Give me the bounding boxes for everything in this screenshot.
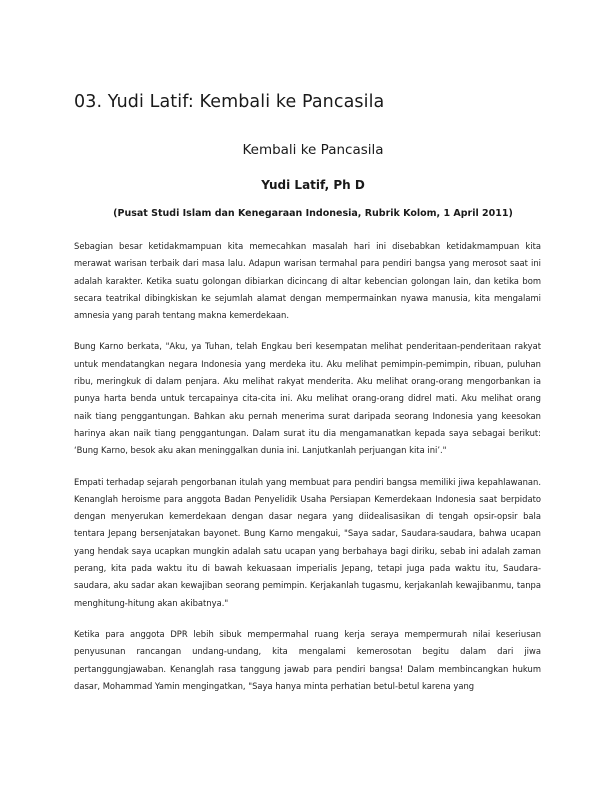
chapter-title: 03. Yudi Latif: Kembali ke Pancasila	[74, 92, 385, 112]
article-subtitle: Kembali ke Pancasila	[242, 142, 384, 158]
paragraph: Bung Karno berkata, "Aku, ya Tuhan, telah Engkau beri kesempatan melihat penderitaan-penderitaan rakyat untuk mendatangkan negara Indonesia yang merdeka itu. Aku melihat pemimpin-pemimpin, ribuan, puluhan ribu, meringkuk di dalam penjara. Aku melihat rakyat menderita. Aku melihat orang-orang mengorbankan ia punya harta benda untuk tercapainya cita-cita ini. Aku melihat orang-orang didrel mati. Aku melihat orang naik tiang penggantungan. Bahkan aku pernah menerima surat daripada seorang Indonesia yang keesokan harinya akan naik tiang penggantungan. Dalam surat itu dia mengamanatkan kepada saya sebagai berikut: ‘Bung Karno, besok aku akan meninggalkan dunia ini. Lanjutkanlah perjuangan kita ini’."	[74, 341, 541, 456]
paragraph: Ketika para anggota DPR lebih sibuk mempermahal ruang kerja seraya mempermurah nilai keseriusan penyusunan rancangan undang-undang, kita mengalami kemerosotan begitu dalam dari jiwa pertanggungjawaban. Kenanglah rasa tanggung jawab para pendiri bangsa! Dalam membincangkan hukum dasar, Mohammad Yamin mengingatkan, "Saya hanya minta perhatian betul-betul karena yang	[74, 628, 541, 691]
source-citation: (Pusat Studi Islam dan Kenegaraan Indonesia, Rubrik Kolom, 1 April 2011)	[113, 208, 513, 219]
paragraph: Sebagian besar ketidakmampuan kita memecahkan masalah hari ini disebabkan ketidakmampuan kita merawat warisan terbaik dari masa lalu. Adapun warisan termahal para pendiri bangsa yang merosot saat ini adalah karakter. Ketika suatu golongan dibiarkan dicincang di altar kebencian golongan lain, dan ketika bom secara teatrikal dibingkiskan ke sejumlah alamat dengan mempermainkan nyawa manusia, kita mengalami amnesia yang parah tentang makna kemerdekaan.	[74, 241, 541, 321]
author-name: Yudi Latif, Ph D	[261, 178, 365, 192]
paragraph: Empati terhadap sejarah pengorbanan itulah yang membuat para pendiri bangsa memiliki jiwa kepahlawanan. Kenanglah heroisme para anggota Badan Penyelidik Usaha Persiapan Kemerdekaan Indonesia saat berpidato dengan menyerukan kemerdekaan dengan dasar negara yang diidealisasikan di tengah opsir-opsir bala tentara Jepang bersenjatakan bayonet. Bung Karno mengakui, "Saya sadar, Saudara-saudara, bahwa ucapan yang hendak saya ucapkan mungkin adalah satu ucapan yang berbahaya bagi diriku, sebab ini adalah zaman perang, kita pada waktu itu di bawah kekuasaan imperialis Jepang, tetapi juga pada waktu itu, Saudara-saudara, aku sadar akan kewajiban seorang pemimpin. Kerjakanlah tugasmu, kerjakanlah kewajibanmu, tanpa menghitung-hitung akan akibatnya."	[74, 476, 541, 608]
article-body	[74, 238, 541, 709]
